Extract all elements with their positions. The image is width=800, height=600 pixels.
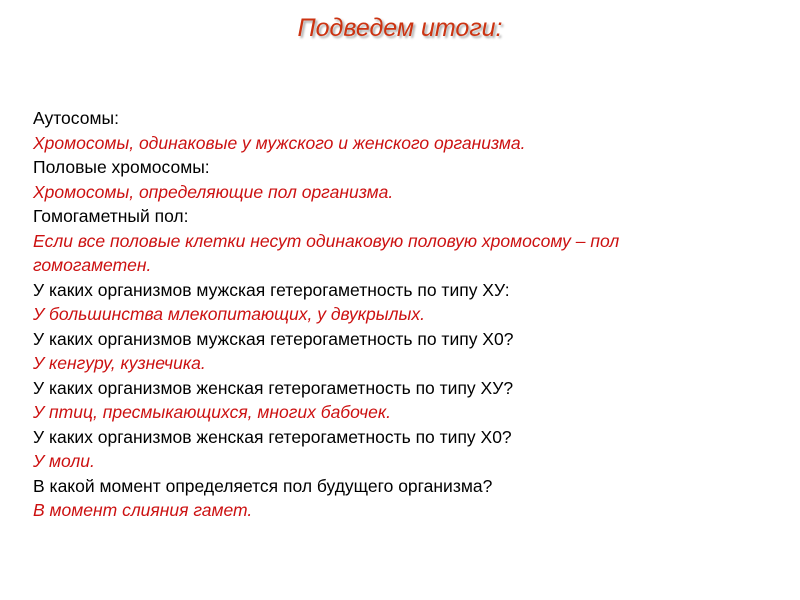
answer-line: У птиц, пресмыкающихся, многих бабочек. — [33, 402, 392, 422]
question-line: У каких организмов мужская гетерогаметность по типу Х0? — [33, 328, 514, 349]
question-line: В какой момент определяется пол будущего организма? — [33, 475, 493, 496]
answer-line: У моли. — [33, 451, 95, 471]
question-line: У каких организмов женская гетерогаметность по типу ХУ? — [33, 377, 514, 398]
question-line: Гомогаметный пол: — [33, 206, 189, 226]
answer-line: Если все половые клетки несут одинаковую половую хромосому – пол — [33, 230, 620, 251]
question-line: Аутосомы: — [33, 108, 119, 128]
question-line: У каких организмов женская гетерогаметность по типу Х0? — [33, 426, 512, 447]
answer-line: У кенгуру, кузнечика. — [33, 353, 206, 373]
question-line: У каких организмов мужская гетерогаметность по типу ХУ: — [33, 279, 510, 300]
answer-line: Хромосомы, определяющие пол организма. — [33, 181, 394, 202]
answer-line: Хромосомы, одинаковые у мужского и женского организма. — [33, 132, 526, 153]
answer-line: В момент слияния гамет. — [33, 500, 253, 520]
summary-content — [33, 106, 773, 523]
question-line: Половые хромосомы: — [33, 157, 210, 177]
slide-title: Подведем итоги: — [297, 14, 503, 42]
answer-line: гомогаметен. — [33, 255, 152, 275]
answer-line: У большинства млекопитающих, у двукрылых. — [33, 304, 426, 324]
